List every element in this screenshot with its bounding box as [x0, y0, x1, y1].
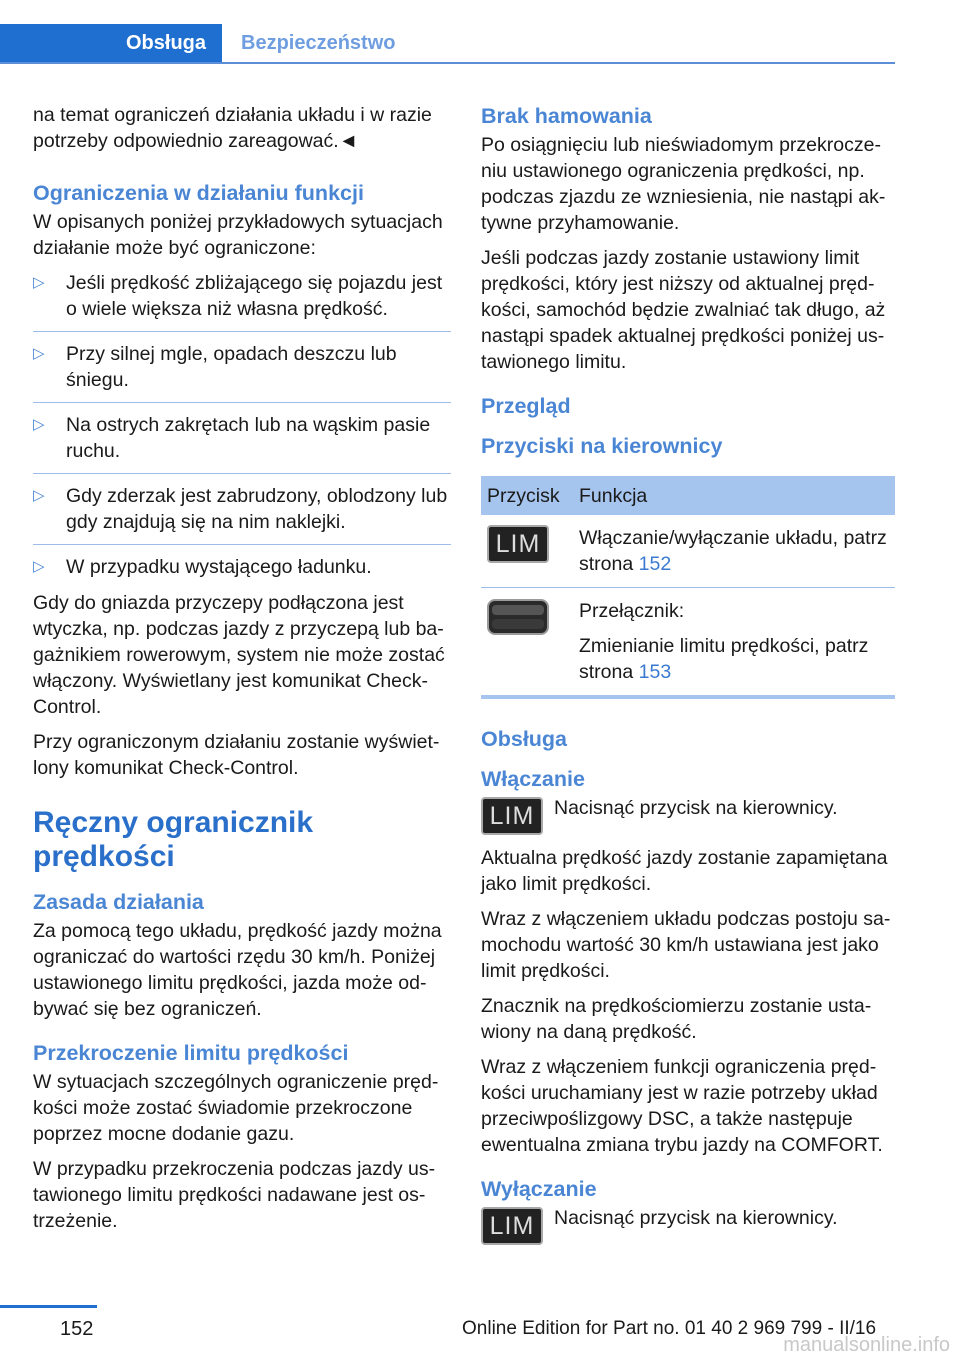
main-heading: Ręczny ogranicznik prędkości	[33, 806, 314, 873]
limits-text: W opisanych poniżej przykładowych sytuacjach działanie może być ograniczone:	[33, 211, 443, 259]
tab-obsluga[interactable]: Obsługa	[0, 24, 222, 62]
tab-bezpieczenstwo[interactable]: Bezpieczeństwo	[241, 32, 396, 54]
on-text-4: Wraz z włączeniem funkcji ograniczenia prędkości uruchamiany jest w razie potrzeby układ przeciwpoślizgowy DSC, a także następuje ewentualna zmiana trybu jazdy na COMFORT.	[481, 1056, 883, 1156]
header-tabs	[0, 24, 895, 64]
list-item: ▷ Jeśli prędkość zbliżającego się pojazdu jest o wiele większa niż własna prędkość.	[33, 270, 451, 332]
edition-text: Online Edition for Part no. 01 40 2 969 799 - II/16	[462, 1318, 877, 1339]
right-column	[481, 102, 895, 1249]
triangle-bullet-icon: ▷	[33, 487, 45, 504]
lim-button-icon: LIM	[481, 1207, 543, 1245]
triangle-bullet-icon: ▷	[33, 274, 45, 291]
exceed-text-2: W przypadku przekroczenia podczas jazdy ustawionego limitu prędkości nadawane jest ostrzeżenie.	[33, 1158, 436, 1232]
on-text-1: Aktualna prędkość jazdy zostanie zapamiętana jako limit prędkości.	[481, 847, 888, 895]
limited-text: Przy ograniczonym działaniu zostanie wyświetlony komunikat Check-Control.	[33, 731, 440, 779]
list-item: ▷ Gdy zderzak jest zabrudzony, oblodzony lub gdy znajdują się na nim naklejki.	[33, 483, 451, 545]
lim-button-icon: LIM	[487, 525, 549, 563]
left-column	[33, 102, 451, 1243]
exceed-text-1: W sytuacjach szczególnych ograniczenie prędkości może zostać świadomie przekroczone poprzez mocne dodanie gazu.	[33, 1071, 439, 1145]
page-link[interactable]: 153	[638, 661, 672, 683]
lim-button-icon: LIM	[481, 797, 543, 835]
table-row: LIM Włączanie/wyłączanie układu, patrz strona 152	[481, 515, 895, 588]
nobrake-heading: Brak hamowania	[481, 104, 652, 128]
page-number: 152	[60, 1318, 94, 1340]
list-item: ▷ W przypadku wystającego ładunku.	[33, 556, 372, 578]
overview-heading: Przegląd	[481, 394, 571, 418]
exceed-heading: Przekroczenie limitu prędkości	[33, 1041, 349, 1065]
on-heading: Włączanie	[481, 767, 585, 791]
intro-text: na temat ograniczeń działania układu i w razie potrzeby odpowiednio zareagować.◄	[33, 104, 432, 152]
operation-heading: Obsługa	[481, 727, 568, 751]
watermark: manualsonline.info	[783, 1334, 950, 1356]
triangle-bullet-icon: ▷	[33, 345, 45, 362]
footer-divider	[0, 1305, 97, 1308]
nobrake-text-2: Jeśli podczas jazdy zostanie ustawiony limit prędkości, który jest niższy od aktualnej prędkości, samochód będzie zwalniać tak długo, aż nastąpi spadek aktualnej prędkości poniżej ustawionego limitu.	[481, 247, 886, 373]
list-item: ▷ Na ostrych zakrętach lub na wąskim pasie ruchu.	[33, 412, 451, 474]
triangle-bullet-icon: ▷	[33, 558, 45, 575]
principle-text: Za pomocą tego układu, prędkość jazdy można ograniczać do wartości rzędu 30 km/h. Poniżej ustawionego limitu prędkości, jazda może odbywać się bez ograniczeń.	[33, 920, 442, 1020]
on-text-2: Wraz z włączeniem układu podczas postoju samochodu wartość 30 km/h ustawiana jest jako limit prędkości.	[481, 908, 891, 982]
on-instruction: LIM Nacisnąć przycisk na kierownicy.	[481, 795, 895, 839]
on-text-3: Znacznik na prędkościomierzu zostanie ustawiony na daną prędkość.	[481, 995, 872, 1043]
off-instruction: LIM Nacisnąć przycisk na kierownicy.	[481, 1205, 895, 1249]
limits-heading: Ograniczenia w działaniu funkcji	[33, 181, 364, 205]
trailer-text: Gdy do gniazda przyczepy podłączona jest wtyczka, np. podczas jazdy z przyczepą lub bagażnikiem rowerowym, system nie może zostać włączony. Wyświetlany jest komunikat Check-Control.	[33, 592, 445, 718]
table-header-button: Przycisk	[481, 476, 573, 515]
buttons-table	[481, 476, 895, 699]
off-heading: Wyłączanie	[481, 1177, 597, 1201]
nobrake-text-1: Po osiągnięciu lub nieświadomym przekroczeniu ustawionego ograniczenia prędkości, np. podczas zjazdu ze wzniesienia, nie nastąpi aktywne przyhamowanie.	[481, 134, 886, 234]
triangle-bullet-icon: ▷	[33, 416, 45, 433]
buttons-heading: Przyciski na kierownicy	[481, 434, 723, 458]
list-item: ▷ Przy silnej mgle, opadach deszczu lub śniegu.	[33, 341, 451, 403]
principle-heading: Zasada działania	[33, 890, 204, 914]
limits-list	[33, 270, 451, 586]
table-header-function: Funkcja	[573, 476, 895, 515]
table-row: Przełącznik: Zmienianie limitu prędkości, patrz strona 153	[481, 588, 895, 698]
page-link[interactable]: 152	[638, 553, 672, 575]
rocker-switch-icon	[487, 598, 549, 636]
